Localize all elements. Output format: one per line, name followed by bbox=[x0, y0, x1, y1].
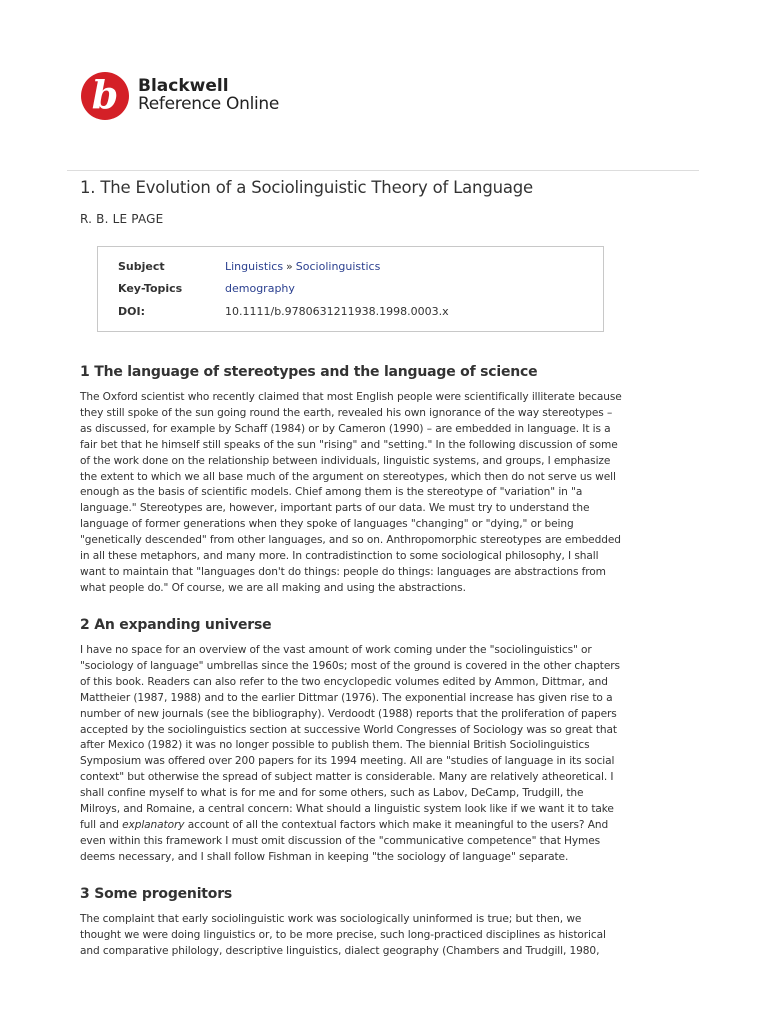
doi-label: DOI: bbox=[118, 305, 145, 318]
paragraph-line: fair bet that he himself still speaks of the sun "rising" and "setting." In the following discussion of some bbox=[80, 438, 618, 451]
brand-name bbox=[138, 78, 279, 114]
section-heading-2: 2 An expanding universe bbox=[80, 617, 272, 633]
article-title: 1. The Evolution of a Sociolinguistic Theory of Language bbox=[80, 178, 533, 197]
paragraph-line: context" but otherwise the spread of subject matter is considerable. Many are relatively atheoretical. I bbox=[80, 771, 614, 784]
brand-logo bbox=[80, 70, 279, 122]
paragraph-line: number of new journals (see the bibliography). Verdoodt (1988) reports that the proliferation of papers bbox=[80, 707, 617, 720]
section-body-3 bbox=[80, 912, 680, 960]
paragraph-line: I have no space for an overview of the vast amount of work coming under the "sociolinguistics" or bbox=[80, 644, 592, 656]
paragraph-line: and comparative philology, descriptive linguistics, dialect geography (Chambers and Trudgill, 1980, bbox=[80, 944, 600, 957]
paragraph-line: The Oxford scientist who recently claimed that most English people were scientifically illiterate because bbox=[80, 391, 622, 403]
paragraph-line: of this book. Readers can also refer to the two encyclopedic volumes edited by Ammon, Dittmar, and bbox=[80, 675, 608, 688]
section-heading-3: 3 Some progenitors bbox=[80, 886, 233, 902]
keytopic-link-demography[interactable]: demography bbox=[225, 282, 295, 295]
article-metadata-box bbox=[97, 246, 604, 332]
paragraph-line: enough as the basis of scientific models. Chief among them is the stereotype of "variation" in "a bbox=[80, 486, 583, 499]
section-heading-1: 1 The language of stereotypes and the language of science bbox=[80, 364, 538, 380]
paragraph-line: Symposium was offered over 200 papers for its 1994 meeting. All are "studies of language in its social bbox=[80, 755, 615, 768]
emphasis-explanatory: explanatory bbox=[122, 818, 185, 831]
keytopics-label: Key-Topics bbox=[118, 282, 183, 295]
paragraph-line: language of former generations when they spoke of languages "changing" or "dying," or being bbox=[80, 518, 574, 531]
paragraph-line: what people do." Of course, we are all making and using the abstractions. bbox=[80, 581, 466, 594]
keytopics-value bbox=[225, 282, 295, 295]
paragraph-line: Milroys, and Romaine, a central concern: What should a linguistic system look like if we want it to take bbox=[80, 803, 614, 816]
logo-letter: b bbox=[91, 72, 119, 117]
doi-value: 10.1111/b.9780631211938.1998.0003.x bbox=[225, 305, 449, 318]
paragraph-line: in all these metaphors, and many more. In contradistinction to some sociological philosophy, I shall bbox=[80, 550, 599, 563]
paragraph-line: thought we were doing linguistics or, to be more precise, such long-practiced disciplines as historical bbox=[80, 928, 606, 941]
header-divider bbox=[67, 170, 699, 171]
article-author: R. B. LE PAGE bbox=[80, 212, 164, 226]
paragraph-line: "genetically descended" from other languages, and so on. Anthropomorphic stereotypes are embedded bbox=[80, 534, 621, 547]
subject-label: Subject bbox=[118, 260, 165, 273]
paragraph-line: even within this framework I must omit discussion of the "communicative competence" that Hymes bbox=[80, 834, 601, 847]
blackwell-logo-icon bbox=[80, 71, 130, 121]
brand-name-line1: Blackwell bbox=[138, 76, 229, 97]
paragraph-line: accepted by the sociolinguistics section at successive World Congresses of Sociology was so great that bbox=[80, 723, 617, 736]
paragraph-line: shall confine myself to what is for me and for some others, such as Labov, DeCamp, Trudgill, the bbox=[80, 787, 584, 800]
paragraph-line: Mattheier (1987, 1988) and to the earlier Dittmar (1976). The exponential increase has given rise to a bbox=[80, 691, 613, 704]
paragraph-line: The complaint that early sociolinguistic work was sociologically uninformed is true; but then, we bbox=[80, 913, 582, 925]
subject-separator: » bbox=[286, 260, 293, 273]
section-body-2 bbox=[80, 643, 680, 866]
paragraph-line: the extent to which we all base much of the argument on stereotypes, which then do not serve us well bbox=[80, 470, 616, 483]
paragraph-line: deems necessary, and I shall follow Fishman in keeping "the sociology of language" separate. bbox=[80, 850, 569, 863]
paragraph-line: as discussed, for example by Schaff (1984) or by Cameron (1990) – are embedded in language. It is a bbox=[80, 422, 611, 435]
paragraph-line: of the work done on the relationship between individuals, linguistic systems, and groups, I emphasize bbox=[80, 454, 611, 467]
paragraph-line: language." Stereotypes are, however, important parts of our data. We must try to understand the bbox=[80, 502, 590, 515]
subject-link-sociolinguistics[interactable]: Sociolinguistics bbox=[295, 260, 381, 273]
paragraph-line: want to maintain that "languages don't do things: people do things: languages are abstractions from bbox=[80, 565, 606, 578]
subject-link-linguistics[interactable]: Linguistics bbox=[225, 260, 284, 273]
section-body-1 bbox=[80, 390, 680, 597]
paragraph-line: "sociology of language" umbrellas since the 1960s; most of the ground is covered in the other chapters bbox=[80, 659, 620, 672]
paragraph-line: they still spoke of the sun going round the earth, revealed his own ignorance of the way stereotypes – bbox=[80, 406, 613, 419]
paragraph-line-explanatory: full and explanatory account of all the contextual factors which make it meaningful to the users? And bbox=[80, 818, 609, 831]
subject-value bbox=[225, 260, 380, 273]
paragraph-line: after Mexico (1982) it was no longer possible to publish them. The biennial British Sociolinguistics bbox=[80, 739, 590, 752]
brand-name-line2: Reference Online bbox=[138, 94, 280, 114]
